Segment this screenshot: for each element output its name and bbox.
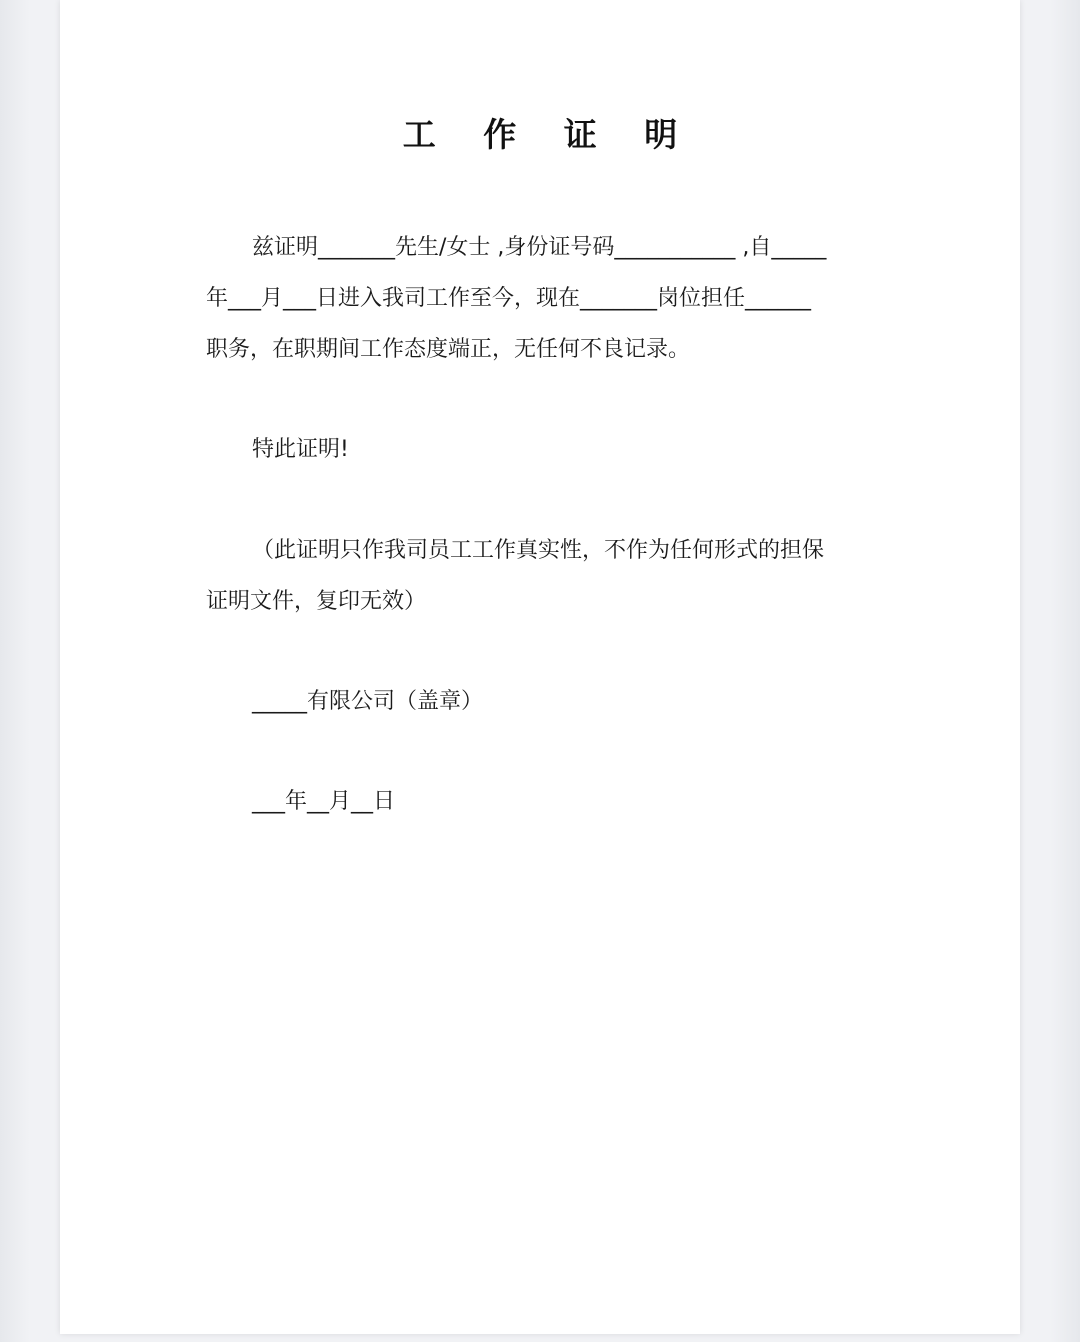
body-line-3: 职务，在职期间工作态度端正，无任何不良记录。 (206, 337, 691, 362)
body-line-1: 兹证明_______先生/女士 ,身份证号码___________ ,自_____ (252, 235, 827, 260)
company-seal-line: _____有限公司（盖章） (252, 689, 484, 714)
closing-text: 特此证明! (252, 437, 349, 462)
document-title: 工 作 证 明 (402, 115, 696, 154)
date-line: ___年__月__日 (252, 789, 396, 814)
note-line-1: （此证明只作我司员工工作真实性，不作为任何形式的担保 (252, 538, 825, 563)
document-page (60, 0, 1020, 1334)
note-line-2: 证明文件，复印无效） (206, 589, 427, 614)
body-line-2: 年___月___日进入我司工作至今，现在_______岗位担任______ (206, 286, 812, 311)
